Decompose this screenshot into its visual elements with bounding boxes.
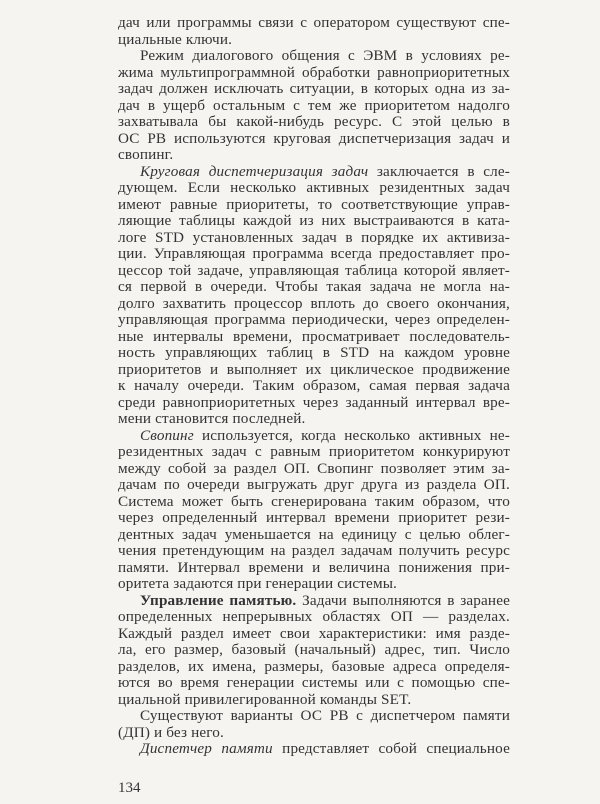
text-line — [118, 428, 510, 445]
text-line — [118, 494, 510, 511]
text-run: дующем. Если несколько активных резидентных задач — [118, 179, 510, 196]
text-run: циальные ключи. — [118, 30, 233, 48]
page-text — [118, 15, 510, 758]
text-run: циальной привилегированной команды SET. — [118, 690, 412, 708]
text-run: имеют равные приоритеты, то соответствующие управ- — [118, 195, 510, 213]
text-run: захватывала бы какой-нибудь ресурс. С этой целью в — [118, 113, 510, 130]
text-line — [118, 32, 510, 49]
text-line — [118, 477, 510, 494]
text-run: цессор той задаче, управляющая таблица которой являет- — [118, 261, 510, 279]
text-run: заключается в сле- — [368, 162, 511, 180]
text-line — [118, 98, 510, 115]
text-run: дентных задач уменьшается на единицу с целью облег- — [118, 525, 510, 543]
text-run: представляет собой специальное — [272, 740, 510, 757]
text-run: ла, его размер, базовый (начальный) адрес, тип. Число — [118, 641, 510, 658]
italic-term: Свопинг — [140, 426, 194, 444]
text-line — [118, 345, 510, 362]
text-line — [118, 659, 510, 676]
text-run: Режим диалогового общения с ЭВМ в условиях ре- — [140, 47, 510, 64]
text-run: Существуют варианты ОС РВ с диспетчером памяти — [140, 707, 510, 724]
text-run: ся первой в очереди. Чтобы такая задача не могла на- — [118, 278, 510, 295]
text-line — [118, 15, 510, 32]
text-run: через определенный интервал времени приоритет рези- — [118, 509, 510, 526]
text-run: оритета задаются при генерации системы. — [118, 575, 398, 592]
bold-heading: Управление памятью. — [140, 591, 297, 609]
text-run: резидентных задач с равным приоритетом конкурируют — [118, 443, 510, 460]
text-line — [118, 296, 510, 313]
text-line — [118, 675, 510, 692]
text-line — [118, 180, 510, 197]
text-line — [118, 708, 510, 725]
text-run: памяти. Интервал времени и величина понижения при- — [118, 558, 510, 576]
text-line — [118, 131, 510, 148]
italic-term: Круговая диспетчеризация задач — [140, 162, 369, 180]
text-run: используется, когда несколько активных не- — [193, 426, 510, 444]
text-line — [118, 147, 510, 164]
text-run: среди равноприоритетных через заданный интервал вре- — [118, 393, 510, 411]
text-line — [118, 461, 510, 478]
text-line — [118, 263, 510, 280]
text-run: дач или программы связи с оператором существуют спе- — [118, 14, 510, 31]
text-run: разделов, их имена, размеры, базовые адреса определя- — [118, 657, 510, 675]
text-run: логе STD установленных задач в порядке их активиза- — [118, 228, 510, 246]
text-run: Каждый раздел имеет свои характеристики: имя разде- — [118, 624, 510, 642]
text-line — [118, 395, 510, 412]
page-number: 134 — [118, 780, 141, 796]
text-line — [118, 114, 510, 131]
text-line — [118, 48, 510, 65]
text-run: определенных непрерывных областях ОП — разделах. — [118, 608, 510, 625]
text-line — [118, 626, 510, 643]
text-line — [118, 230, 510, 247]
text-run: ются во время генерации системы или с помощью спе- — [118, 674, 510, 691]
text-line — [118, 593, 510, 610]
text-line — [118, 692, 510, 709]
text-line — [118, 378, 510, 395]
text-run: управляющая программа периодически, через определен- — [118, 311, 510, 328]
text-run: свопинг. — [118, 146, 174, 163]
text-line — [118, 312, 510, 329]
text-run: ность управляющих таблиц в STD на каждом уровне — [118, 344, 510, 361]
text-run: к началу очереди. Таким образом, самая первая задача — [118, 377, 510, 394]
text-line — [118, 560, 510, 577]
text-run: ные интервалы времени, просматривает последователь- — [118, 327, 510, 345]
text-line — [118, 510, 510, 527]
text-run: Система может быть сгенерирована таким образом, что — [118, 492, 510, 510]
text-run: жима мультипрограммной обработки равноприоритетных — [118, 63, 510, 81]
text-run: дачам по очереди выгружать друг друга из раздела ОП. — [118, 476, 510, 493]
text-line — [118, 246, 510, 263]
text-line — [118, 527, 510, 544]
text-line — [118, 444, 510, 461]
text-run: мени становится последней. — [118, 410, 306, 427]
text-run: дач в ущерб остальным с тем же приоритетом надолго — [118, 96, 510, 114]
text-line — [118, 411, 510, 428]
text-line — [118, 164, 510, 181]
text-line — [118, 279, 510, 296]
text-line — [118, 609, 510, 626]
text-run: приоритетов и выполняет их циклическое продвижение — [118, 360, 510, 378]
text-run: ции. Управляющая программа всегда предоставляет про- — [118, 245, 510, 262]
text-line — [118, 362, 510, 379]
text-line — [118, 65, 510, 82]
text-line — [118, 543, 510, 560]
text-run: Задачи выполняются в заранее — [296, 591, 510, 609]
text-line — [118, 81, 510, 98]
text-line — [118, 576, 510, 593]
text-line — [118, 197, 510, 214]
text-line — [118, 329, 510, 346]
text-line — [118, 213, 510, 230]
text-line — [118, 725, 510, 742]
text-run: чения претендующим на раздел задачам получить ресурс — [118, 542, 510, 559]
text-line — [118, 741, 510, 758]
text-run: (ДП) и без него. — [118, 723, 224, 741]
text-run: ОС РВ используются круговая диспетчеризация задач и — [118, 129, 510, 147]
text-run: между собой за раздел ОП. Свопинг позволяет этим за- — [118, 459, 510, 477]
text-line — [118, 642, 510, 659]
text-run: задач должен исключать ситуации, в которых одна из за- — [118, 80, 510, 97]
text-run: ляющие таблицы каждой из них выстраиваются в ката- — [118, 212, 510, 229]
italic-term: Диспетчер памяти — [140, 740, 273, 757]
text-run: долго захватить процессор вплоть до своего окончания, — [118, 294, 510, 312]
